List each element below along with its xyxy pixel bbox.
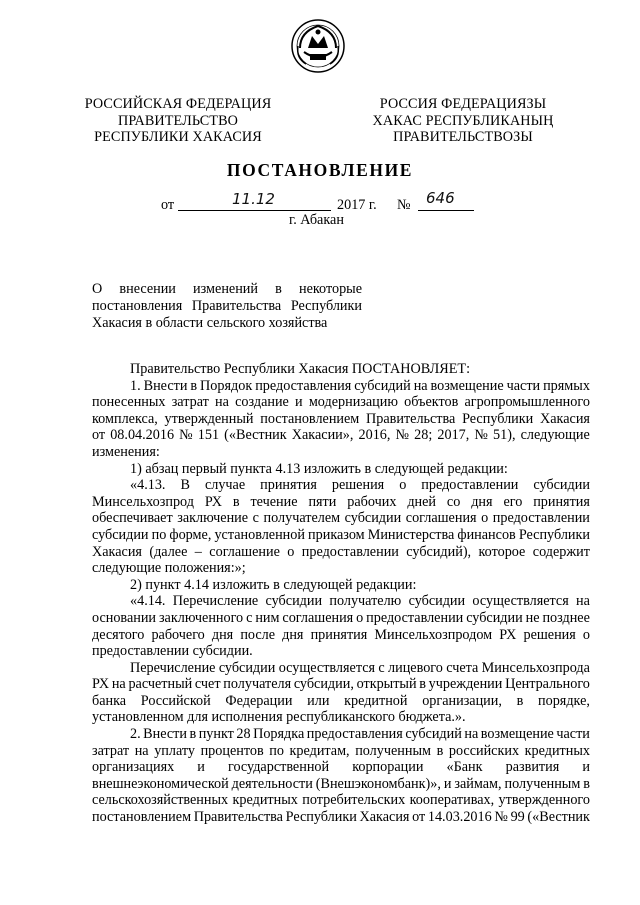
- body-line: установленном для исполнения республиканского бюджета.».: [92, 709, 466, 726]
- body-line: сельскохозяйственных кредитных потребительских кооперативах, утвержденного: [92, 792, 590, 809]
- body-line: постановлением Правительства Республики Хакасия от 14.03.2016 № 99 («Вестник: [92, 809, 590, 826]
- date-from-label: от: [161, 197, 175, 213]
- header-left: [78, 96, 278, 146]
- coat-of-arms-icon: [290, 18, 346, 74]
- body-line: 2. Внести в пункт 28 Порядка предоставления субсидий на возмещение части: [130, 726, 590, 743]
- body-line: 2) пункт 4.14 изложить в следующей редакции:: [130, 576, 417, 593]
- body-line: 1) абзац первый пункта 4.13 изложить в следующей редакции:: [130, 460, 508, 477]
- body-line: Хакасия (далее – соглашение о предоставлении субсидий), которое содержит: [92, 543, 590, 560]
- body-line: 1. Внести в Порядок предоставления субсидий на возмещение части прямых: [130, 377, 590, 394]
- body-line: внешнеэкономической деятельности (Внешэкономбанк)», и займам, полученным в: [92, 775, 590, 792]
- header-right: [364, 96, 562, 146]
- body-line: понесенных затрат на создание и модернизацию объектов агропромышленного: [92, 394, 590, 411]
- body-line: «4.13. В случае принятия решения о предоставлении субсидии: [130, 477, 590, 494]
- document-title: ПОСТАНОВЛЕНИЕ: [226, 160, 414, 180]
- header-right-line: РОССИЯ ФЕДЕРАЦИЯЗЫ: [379, 96, 547, 112]
- date-blank-line: [178, 210, 331, 211]
- body-line: Перечисление субсидии осуществляется с лицевого счета Минсельхозпрода: [130, 659, 590, 676]
- header-right-line: ПРАВИТЕЛЬСТВОЗЫ: [393, 129, 533, 146]
- body-line: организациях и государственной корпорации «Банк развития и: [92, 759, 590, 776]
- body-line: следующие положения:»;: [92, 560, 246, 577]
- body-line: комплекса, утвержденный постановлением Правительства Республики Хакасия: [92, 410, 590, 427]
- body-line: предоставлении субсидии.: [92, 643, 253, 660]
- header-left-line: РЕСПУБЛИКИ ХАКАСИЯ: [94, 129, 262, 146]
- number-label: №: [397, 197, 411, 213]
- body-line: РХ на расчетный счет получателя субсидии, открытый в учреждении Центрального: [92, 676, 590, 693]
- body-line: основании заключенного с ним соглашения о предоставлении субсидии не позднее: [92, 609, 590, 626]
- body-line: Правительство Республики Хакасия ПОСТАНОВЛЯЕТ:: [130, 361, 471, 377]
- body-line: банка Российской Федерации или кредитной организации, в порядке,: [92, 692, 590, 709]
- subject-line: О внесении изменений в некоторые: [92, 281, 362, 297]
- document-body: [92, 361, 590, 826]
- body-line: изменения:: [92, 443, 160, 460]
- body-line: от 08.04.2016 № 151 («Вестник Хакасии», 2016, № 28; 2017, № 51), следующие: [92, 427, 590, 444]
- subject-line: Хакасия в области сельского хозяйства: [92, 314, 328, 331]
- handwritten-number: 646: [426, 189, 455, 207]
- body-line: обеспечивает заключение с получателем субсидии соглашения о предоставлении: [92, 510, 590, 527]
- body-line: «4.14. Перечисление субсидии получателю субсидии осуществляется на: [130, 593, 590, 610]
- subject-line: постановления Правительства Республики: [92, 297, 362, 314]
- header-left-line: РОССИЙСКАЯ ФЕДЕРАЦИЯ: [84, 96, 272, 112]
- year-label: 2017 г.: [337, 197, 377, 213]
- body-line: субсидии по форме, установленной приказом Министерства финансов Республики: [92, 526, 590, 543]
- body-line: затрат на уплату процентов по кредитам, полученным в российских кредитных: [92, 742, 590, 759]
- header-right-line: ХАКАС РЕСПУБЛИКАНЫҢ: [372, 112, 554, 129]
- number-blank-line: [418, 210, 474, 211]
- body-line: Минсельхозпрод РХ в течение пяти рабочих дней со дня его принятия: [92, 493, 590, 510]
- document-subject: [92, 281, 362, 331]
- body-line: десятого рабочего дня после дня принятия Минсельхозпродом РХ решения о: [92, 626, 590, 643]
- handwritten-date: 11.12: [232, 190, 275, 208]
- city-label: г. Абакан: [289, 212, 344, 228]
- header-left-line: ПРАВИТЕЛЬСТВО: [118, 112, 238, 129]
